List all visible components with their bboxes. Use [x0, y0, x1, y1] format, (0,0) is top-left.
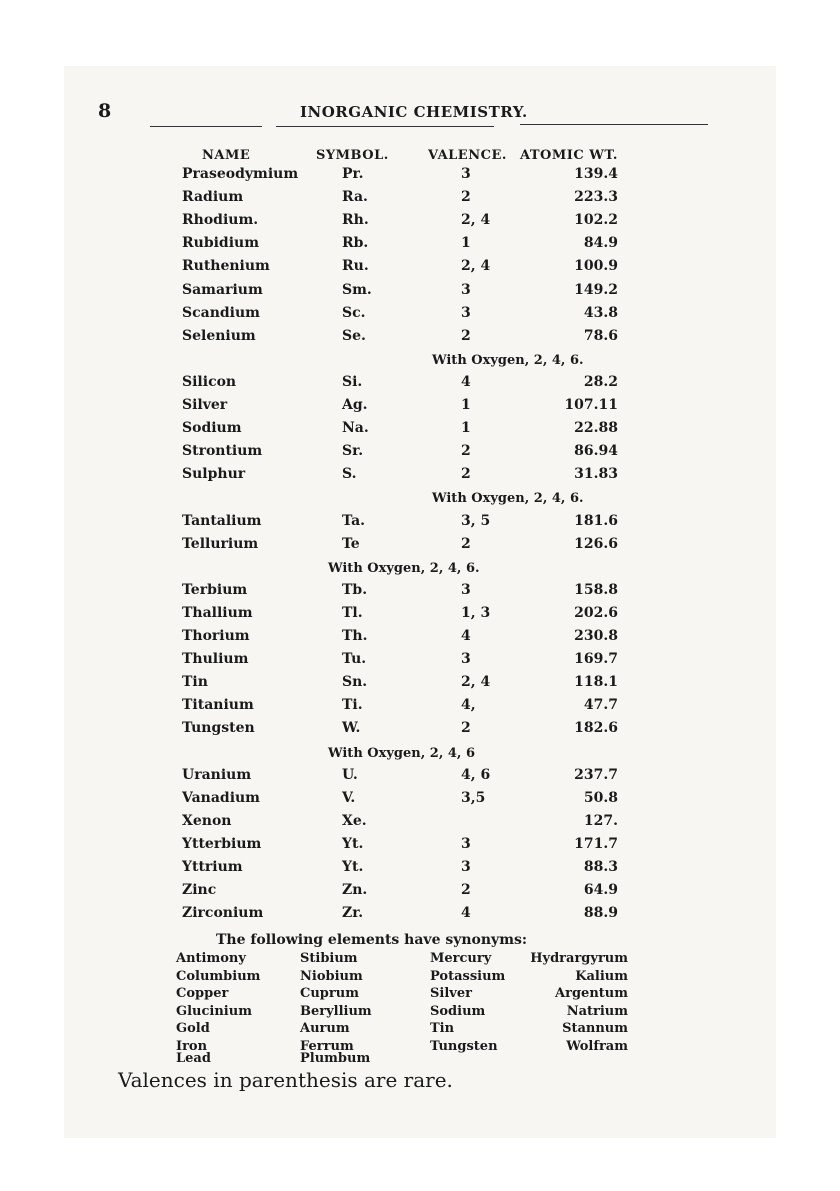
element-symbol: Ta.	[342, 512, 366, 529]
element-symbol: Sc.	[342, 304, 366, 321]
synonym-common: Copper	[176, 986, 229, 1002]
element-valence: 3, 5	[461, 512, 491, 529]
synonym-common: Tin	[430, 1021, 455, 1037]
element-weight: 182.6	[574, 720, 618, 737]
element-weight: 149.2	[574, 281, 618, 298]
element-name: Sulphur	[182, 466, 246, 483]
element-symbol: Yt.	[342, 859, 364, 875]
table-row	[0, 905, 840, 928]
element-name: Terbium	[182, 581, 248, 598]
synonym-latin: Niobium	[300, 968, 363, 984]
synonym-common: Columbium	[176, 968, 261, 984]
element-weight: 88.3	[583, 859, 618, 875]
synonym-latin: Hydrargyrum	[530, 951, 628, 966]
table-row	[0, 720, 840, 743]
header-rule-middle	[276, 126, 494, 127]
element-valence: 2, 4	[461, 258, 491, 275]
element-valence: 1	[461, 397, 471, 413]
oxygen-note: With Oxygen, 2, 4, 6.	[432, 352, 584, 368]
element-name: Xenon	[182, 812, 232, 829]
table-row	[0, 420, 840, 443]
element-name: Rhodium.	[182, 212, 259, 229]
table-row	[0, 813, 840, 836]
element-weight: 31.83	[574, 466, 618, 483]
synonym-latin: Stannum	[562, 1021, 628, 1037]
element-symbol: Te	[342, 535, 360, 552]
table-row	[0, 859, 840, 882]
synonym-latin: Beryllium	[300, 1003, 372, 1019]
element-symbol: S.	[342, 466, 357, 483]
synonym-common: Potassium	[430, 968, 506, 984]
element-weight: 47.7	[583, 697, 618, 714]
table-row	[0, 767, 840, 790]
element-weight: 86.94	[574, 443, 618, 460]
element-valence: 2, 4	[461, 674, 491, 691]
table-row	[0, 166, 840, 189]
element-valence: 3	[461, 835, 471, 852]
element-valence: 3,5	[461, 789, 486, 806]
table-row	[0, 258, 840, 281]
table-row	[0, 582, 840, 605]
element-valence: 3	[461, 859, 471, 875]
footer-note: Valences in parenthesis are rare.	[118, 1068, 453, 1092]
element-symbol: Na.	[342, 420, 369, 437]
element-weight: 100.9	[574, 258, 618, 275]
element-valence: 4,	[461, 697, 476, 714]
synonym-common: Lead	[176, 1051, 211, 1066]
element-name: Scandium	[182, 304, 260, 321]
element-valence: 1, 3	[461, 604, 491, 621]
element-symbol: Sr.	[342, 443, 364, 460]
table-row	[0, 305, 840, 328]
element-valence: 2, 4	[461, 212, 491, 229]
synonym-common: Tungsten	[430, 1039, 498, 1054]
element-name: Sodium	[182, 420, 242, 437]
element-name: Tungsten	[182, 720, 255, 737]
header-rule-right	[520, 124, 708, 125]
element-weight: 181.6	[574, 512, 618, 529]
element-valence: 2	[461, 327, 471, 344]
element-valence: 3	[461, 651, 471, 668]
element-name: Tellurium	[182, 535, 259, 552]
element-name: Radium	[182, 189, 244, 206]
element-weight: 127.	[583, 812, 618, 829]
element-weight: 22.88	[574, 420, 618, 437]
element-valence: 1	[461, 235, 471, 252]
element-valence: 4	[461, 905, 471, 922]
element-symbol: Zn.	[342, 882, 368, 899]
element-weight: 64.9	[583, 882, 618, 899]
element-name: Tin	[182, 674, 208, 691]
element-name: Strontium	[182, 443, 263, 460]
table-row	[0, 282, 840, 305]
element-name: Uranium	[182, 766, 252, 783]
element-weight: 78.6	[583, 327, 618, 344]
header-rule-left	[150, 126, 262, 127]
element-name: Silicon	[182, 373, 237, 390]
synonym-latin: Ferrum	[300, 1039, 354, 1054]
element-valence: 4, 6	[461, 766, 491, 783]
element-symbol: Xe.	[342, 812, 367, 829]
element-symbol: Pr.	[342, 166, 364, 182]
oxygen-note: With Oxygen, 2, 4, 6.	[432, 491, 584, 507]
element-name: Vanadium	[182, 789, 260, 806]
element-weight: 84.9	[583, 235, 618, 252]
element-symbol: Tb.	[342, 581, 368, 598]
element-name: Yttrium	[182, 859, 243, 875]
element-name: Ruthenium	[182, 258, 270, 275]
element-weight: 223.3	[574, 189, 618, 206]
element-valence: 3	[461, 166, 471, 182]
element-weight: 50.8	[583, 789, 618, 806]
page-number: 8	[98, 100, 112, 122]
element-valence: 3	[461, 281, 471, 298]
table-row	[0, 651, 840, 674]
element-symbol: Ti.	[342, 697, 363, 714]
synonym-common: Gold	[176, 1021, 210, 1037]
synonym-common: Antimony	[176, 951, 246, 966]
element-symbol: Ru.	[342, 258, 369, 275]
table-row	[0, 536, 840, 559]
synonym-latin: Natrium	[566, 1003, 628, 1019]
table-row	[0, 466, 840, 489]
synonym-common: Glucinium	[176, 1003, 252, 1019]
oxygen-note: With Oxygen, 2, 4, 6	[328, 745, 476, 761]
table-row	[0, 674, 840, 697]
element-name: Praseodymium	[182, 166, 299, 182]
synonym-common: Sodium	[430, 1003, 486, 1019]
element-valence: 4	[461, 628, 471, 644]
element-weight: 126.6	[574, 535, 618, 552]
element-valence: 2	[461, 882, 471, 899]
element-symbol: Sm.	[342, 281, 372, 298]
table-row	[0, 235, 840, 258]
synonyms-title: The following elements have synonyms:	[216, 932, 528, 948]
element-symbol: Th.	[342, 628, 368, 644]
table-row	[0, 697, 840, 720]
element-symbol: Tl.	[342, 604, 363, 621]
table-row	[0, 397, 840, 420]
synonym-common: Iron	[176, 1039, 208, 1054]
element-name: Thallium	[182, 604, 253, 621]
element-weight: 102.2	[574, 212, 618, 229]
element-symbol: Rb.	[342, 235, 369, 252]
element-weight: 139.4	[574, 166, 618, 182]
table-row	[0, 212, 840, 235]
element-weight: 171.7	[574, 835, 618, 852]
element-valence: 2	[461, 466, 471, 483]
element-symbol: Tu.	[342, 651, 367, 668]
element-valence: 2	[461, 535, 471, 552]
column-header-symbol: SYMBOL.	[316, 148, 389, 163]
element-weight: 202.6	[574, 604, 618, 621]
table-row	[0, 605, 840, 628]
element-weight: 28.2	[583, 373, 618, 390]
element-valence: 3	[461, 581, 471, 598]
synonym-common: Silver	[430, 986, 472, 1002]
element-symbol: Ra.	[342, 189, 368, 206]
element-symbol: U.	[342, 766, 358, 783]
column-header-weight: ATOMIC WT.	[520, 148, 618, 163]
element-symbol: Sn.	[342, 674, 368, 691]
element-weight: 107.11	[564, 397, 618, 413]
element-valence: 4	[461, 373, 471, 390]
synonym-latin: Argentum	[555, 986, 628, 1002]
element-weight: 118.1	[574, 674, 618, 691]
synonym-common: Mercury	[430, 951, 492, 966]
element-valence: 2	[461, 189, 471, 206]
synonym-latin: Cuprum	[300, 986, 359, 1002]
element-name: Zirconium	[182, 905, 264, 922]
element-name: Titanium	[182, 697, 254, 714]
table-row	[0, 513, 840, 536]
table-row	[0, 374, 840, 397]
element-weight: 237.7	[574, 766, 618, 783]
element-weight: 230.8	[574, 628, 618, 644]
element-name: Samarium	[182, 281, 263, 298]
element-symbol: Rh.	[342, 212, 369, 229]
synonym-latin: Wolfram	[566, 1039, 628, 1054]
element-name: Thulium	[182, 651, 249, 668]
element-valence: 2	[461, 720, 471, 737]
column-header-valence: VALENCE.	[428, 148, 507, 163]
element-name: Rubidium	[182, 235, 260, 252]
element-symbol: V.	[342, 789, 356, 806]
element-name: Thorium	[182, 628, 250, 644]
table-row	[0, 328, 840, 351]
element-symbol: Si.	[342, 373, 363, 390]
column-header-name: NAME	[202, 148, 251, 163]
table-row	[0, 443, 840, 466]
running-title: INORGANIC CHEMISTRY.	[300, 103, 528, 121]
element-name: Ytterbium	[182, 835, 262, 852]
element-name: Tantalium	[182, 512, 262, 529]
element-valence: 3	[461, 304, 471, 321]
table-row	[0, 882, 840, 905]
element-name: Silver	[182, 397, 228, 413]
element-weight: 88.9	[583, 905, 618, 922]
table-row	[0, 189, 840, 212]
element-valence: 2	[461, 443, 471, 460]
element-symbol: Yt.	[342, 835, 364, 852]
element-weight: 169.7	[574, 651, 618, 668]
synonym-latin: Kalium	[575, 968, 628, 984]
element-symbol: Ag.	[342, 397, 368, 413]
element-valence: 1	[461, 420, 471, 437]
element-name: Zinc	[182, 882, 217, 899]
element-symbol: Zr.	[342, 905, 364, 922]
element-weight: 43.8	[583, 304, 618, 321]
element-name: Selenium	[182, 327, 256, 344]
synonym-latin: Aurum	[300, 1021, 350, 1037]
oxygen-note: With Oxygen, 2, 4, 6.	[328, 560, 480, 576]
table-row	[0, 628, 840, 651]
element-weight: 158.8	[574, 581, 618, 598]
table-row	[0, 836, 840, 859]
element-symbol: W.	[342, 720, 361, 737]
table-row	[0, 790, 840, 813]
synonym-latin: Plumbum	[300, 1051, 371, 1066]
synonym-latin: Stibium	[300, 951, 358, 966]
element-symbol: Se.	[342, 327, 366, 344]
